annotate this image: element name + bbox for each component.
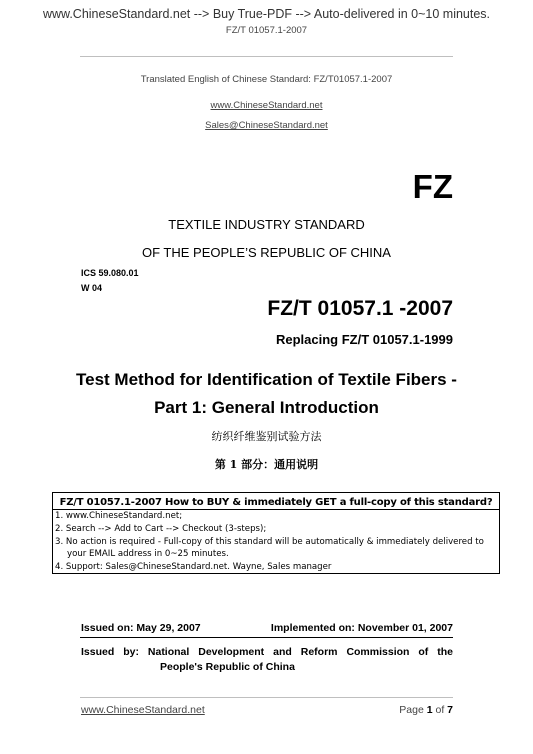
standard-type-line2: OF THE PEOPLE’S REPUBLIC OF CHINA: [142, 245, 391, 260]
translation-website-row: [0, 95, 533, 113]
implemented-date: Implemented on: November 01, 2007: [270, 622, 453, 634]
page-indicator: [399, 704, 453, 716]
purchase-step-3: 3. No action is required - Full-copy of this standard will be automatically & immediately delivered to: [55, 537, 484, 547]
issuer-line1: [81, 646, 453, 658]
issuer-word: Commission: [346, 646, 410, 658]
issuer-word: Issued: [81, 646, 115, 658]
replacing-code: Replacing FZ/T 01057.1-1999: [275, 332, 453, 347]
footer-divider: [80, 697, 453, 698]
issuer-line2: People's Republic of China: [160, 661, 295, 673]
standard-type-line1: TEXTILE INDUSTRY STANDARD: [168, 217, 365, 232]
document-title-line2: Part 1: General Introduction: [154, 398, 379, 417]
translation-note: Translated English of Chinese Standard: FZ/T01057.1-2007: [140, 74, 393, 85]
header-banner: www.ChineseStandard.net --> Buy True-PDF --> Auto-delivered in 0~10 minutes.: [42, 7, 491, 21]
website-link[interactable]: www.ChineseStandard.net: [210, 100, 323, 111]
translation-email-row: [0, 115, 533, 133]
purchase-divider: [52, 509, 500, 510]
chinese-title-line2: 第 1 部分：通用说明: [214, 458, 319, 471]
purchase-step-2: 2. Search --> Add to Cart --> Checkout (3-steps);: [55, 524, 267, 534]
issuer-word: the: [437, 646, 453, 658]
dates-divider: [80, 637, 453, 638]
issuer-word: National: [147, 646, 190, 658]
page-total: 7: [447, 704, 453, 716]
issuer-word: by:: [123, 646, 139, 658]
standard-mark: FZ: [412, 168, 453, 205]
email-link[interactable]: Sales@ChineseStandard.net: [205, 120, 328, 131]
purchase-step-1: 1. www.ChineseStandard.net;: [55, 511, 183, 521]
chinese-title-line1: 纺织纤维鉴别试验方法: [211, 430, 322, 443]
page-current: 1: [426, 704, 433, 716]
classification-code: W 04: [81, 283, 103, 293]
issuer-word: and: [273, 646, 292, 658]
issuer-word: Development: [198, 646, 265, 658]
purchase-heading: FZ/T 01057.1-2007 How to BUY & immediately GET a full-copy of this standard?: [59, 497, 493, 508]
page-of: of: [432, 704, 448, 716]
page-prefix: Page: [399, 704, 427, 716]
issued-date: Issued on: May 29, 2007: [81, 622, 201, 634]
document-title-line1: Test Method for Identification of Textile Fibers -: [76, 370, 457, 389]
footer-website-link[interactable]: www.ChineseStandard.net: [81, 704, 205, 716]
purchase-step-4: 4. Support: Sales@ChineseStandard.net. Wayne, Sales manager: [55, 562, 332, 572]
issuer-word: of: [418, 646, 429, 658]
header-divider: [80, 56, 453, 57]
ics-code: ICS 59.080.01: [81, 268, 139, 278]
purchase-step-3-continued: your EMAIL address in 0~25 minutes.: [67, 549, 229, 559]
issuer-word: Reform: [300, 646, 338, 658]
header-doc-code: FZ/T 01057.1-2007: [225, 25, 308, 36]
standard-code: FZ/T 01057.1 -2007: [267, 297, 453, 320]
